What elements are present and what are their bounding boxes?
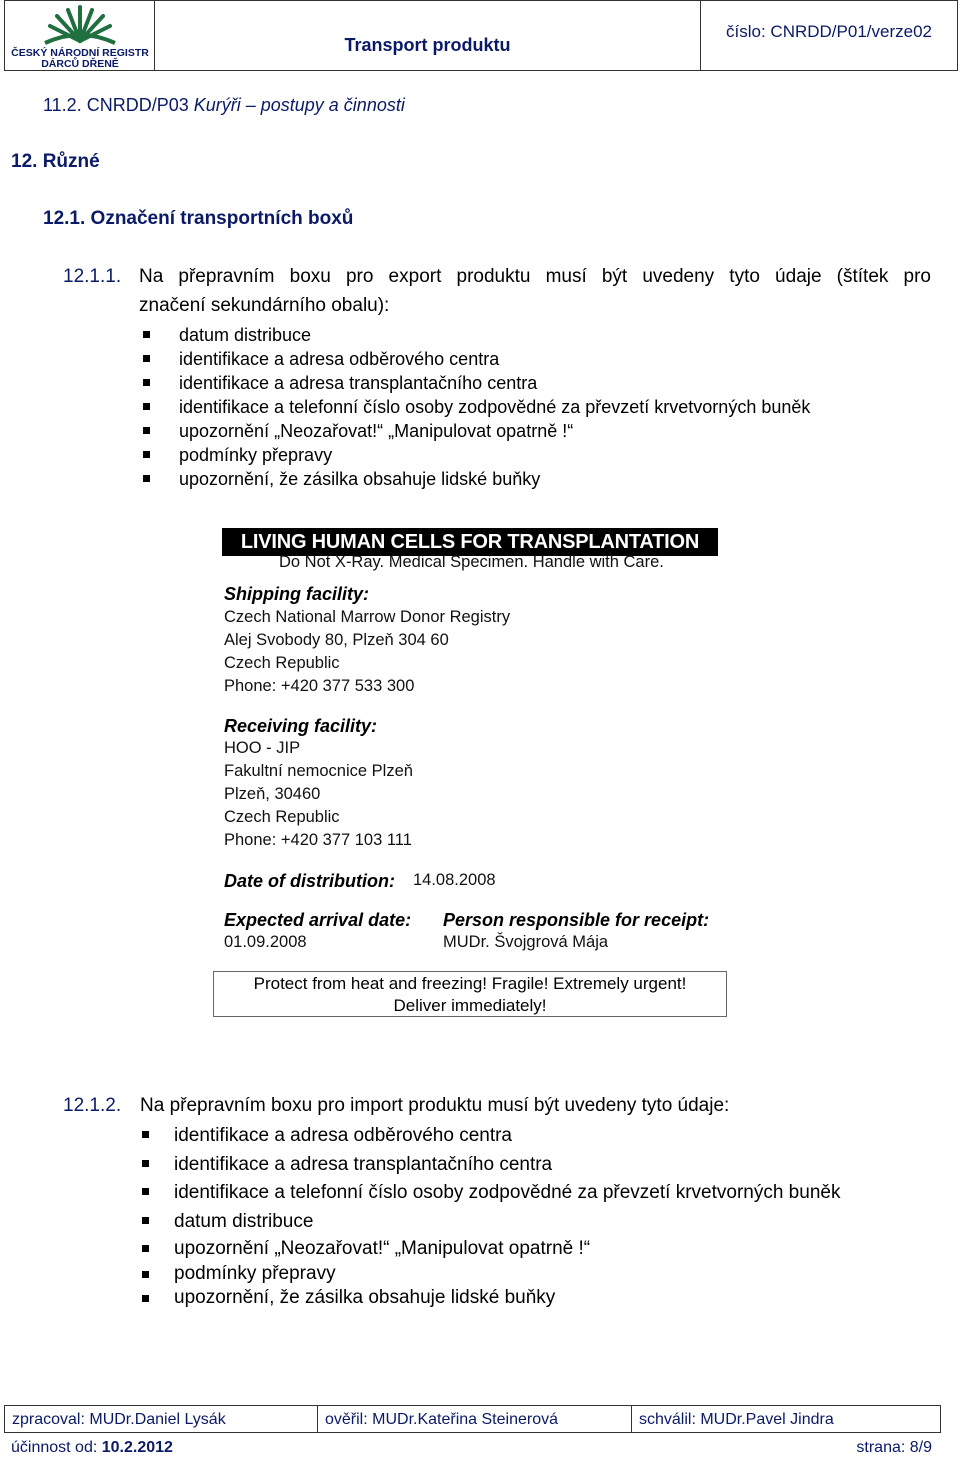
list-item: upozornění „Neozařovat!“ „Manipulovat opatrně !“ xyxy=(179,419,810,443)
verified-by: ověřil: MUDr.Kateřina Steinerová xyxy=(318,1406,632,1432)
document-header xyxy=(4,0,958,71)
list-item: identifikace a adresa odběrového centra xyxy=(179,347,810,371)
responsible-person-value: MUDr. Švojgrová Mája xyxy=(443,933,609,951)
label-title: LIVING HUMAN CELLS FOR TRANSPLANTATION xyxy=(222,528,718,556)
handling-warning-line2: Deliver immediately! xyxy=(393,996,547,1015)
approved-by: schválil: MUDr.Pavel Jindra xyxy=(639,1411,834,1428)
effective-date xyxy=(11,1439,173,1457)
item-12-1-1-number: 12.1.1. xyxy=(63,266,122,287)
label-subtitle: Do Not X-Ray. Medical Specimen. Handle with Care. xyxy=(279,553,664,571)
reference-line[interactable] xyxy=(43,93,405,117)
list-item: identifikace a adresa transplantačního centra xyxy=(174,1151,840,1180)
receiving-heading: Receiving facility: xyxy=(224,716,378,736)
page-number: strana: 8/9 xyxy=(856,1439,932,1456)
receiving-line: Czech Republic xyxy=(224,808,340,826)
effective-date-label: účinnost od: xyxy=(11,1439,102,1456)
prepared-by: zpracoval: MUDr.Daniel Lysák xyxy=(5,1406,318,1432)
list-item: identifikace a telefonní číslo osoby zodpovědné za převzetí krvetvorných buněk xyxy=(179,397,811,417)
list-item: identifikace a adresa odběrového centra xyxy=(174,1122,840,1151)
receiving-line: Phone: +420 377 103 111 xyxy=(224,831,412,849)
import-requirements-list xyxy=(174,1122,840,1310)
logo-line-1: ČESKÝ NÁRODNÍ REGISTR xyxy=(11,47,149,59)
handling-warning-box xyxy=(213,971,727,1017)
header-title-cell xyxy=(155,1,701,70)
receiving-line: Fakultní nemocnice Plzeň xyxy=(224,762,413,780)
header-number-cell xyxy=(701,1,957,70)
logo-cell xyxy=(5,1,155,70)
shipping-heading: Shipping facility: xyxy=(224,584,370,604)
item-12-1-1-text-line1: Na přepravním boxu pro export produktu musí být uvedeny tyto údaje (štítek pro xyxy=(139,266,931,287)
section-12-1-heading: 12.1. Označení transportních boxů xyxy=(43,208,354,229)
arrival-date-label: Expected arrival date: xyxy=(224,910,412,930)
arrival-date-value: 01.09.2008 xyxy=(224,933,307,951)
list-item: datum distribuce xyxy=(174,1208,840,1237)
shipping-line: Alej Svobody 80, Plzeň 304 60 xyxy=(224,631,449,649)
handling-warning-line1: Protect from heat and freezing! Fragile! Extremely urgent! xyxy=(253,974,687,993)
list-item: podmínky přepravy xyxy=(179,443,810,467)
list-item: datum distribuce xyxy=(179,323,810,347)
shipping-line: Phone: +420 377 533 300 xyxy=(224,677,415,695)
item-12-1-1-text-line2: značení sekundárního obalu): xyxy=(139,295,390,316)
item-12-1-2-number: 12.1.2. xyxy=(63,1095,122,1116)
distribution-date-value: 14.08.2008 xyxy=(413,871,496,889)
reference-number: 11.2. CNRDD/P03 xyxy=(43,95,194,115)
list-item: identifikace a adresa transplantačního centra xyxy=(179,371,810,395)
logo-line-2: DÁRCŮ DŘENĚ xyxy=(41,58,119,70)
responsible-person-label: Person responsible for receipt: xyxy=(443,910,710,930)
list-item: podmínky přepravy xyxy=(174,1262,840,1286)
effective-date-value: 10.2.2012 xyxy=(101,1439,173,1456)
reference-title: Kurýři – postupy a činnosti xyxy=(193,95,405,115)
export-requirements-list xyxy=(179,323,810,491)
document-title: Transport produktu xyxy=(344,35,511,55)
shipping-line: Czech National Marrow Donor Registry xyxy=(224,608,511,626)
section-12-heading: 12. Různé xyxy=(11,151,100,172)
shipping-line: Czech Republic xyxy=(224,654,340,672)
list-item: upozornění, že zásilka obsahuje lidské buňky xyxy=(179,467,810,491)
registry-logo xyxy=(5,1,155,49)
distribution-date-label: Date of distribution: xyxy=(224,871,395,891)
receiving-line: Plzeň, 30460 xyxy=(224,785,321,803)
list-item: upozornění „Neozařovat!“ „Manipulovat opatrně !“ xyxy=(174,1236,840,1262)
list-item: identifikace a telefonní číslo osoby zodpovědné za převzetí krvetvorných buněk xyxy=(174,1179,840,1208)
document-footer xyxy=(4,1405,941,1433)
item-12-1-2-text: Na přepravním boxu pro import produktu musí být uvedeny tyto údaje: xyxy=(140,1095,730,1116)
receiving-line: HOO - JIP xyxy=(224,739,301,757)
document-number: číslo: CNRDD/P01/verze02 xyxy=(726,21,932,41)
list-item: upozornění, že zásilka obsahuje lidské buňky xyxy=(174,1286,840,1310)
